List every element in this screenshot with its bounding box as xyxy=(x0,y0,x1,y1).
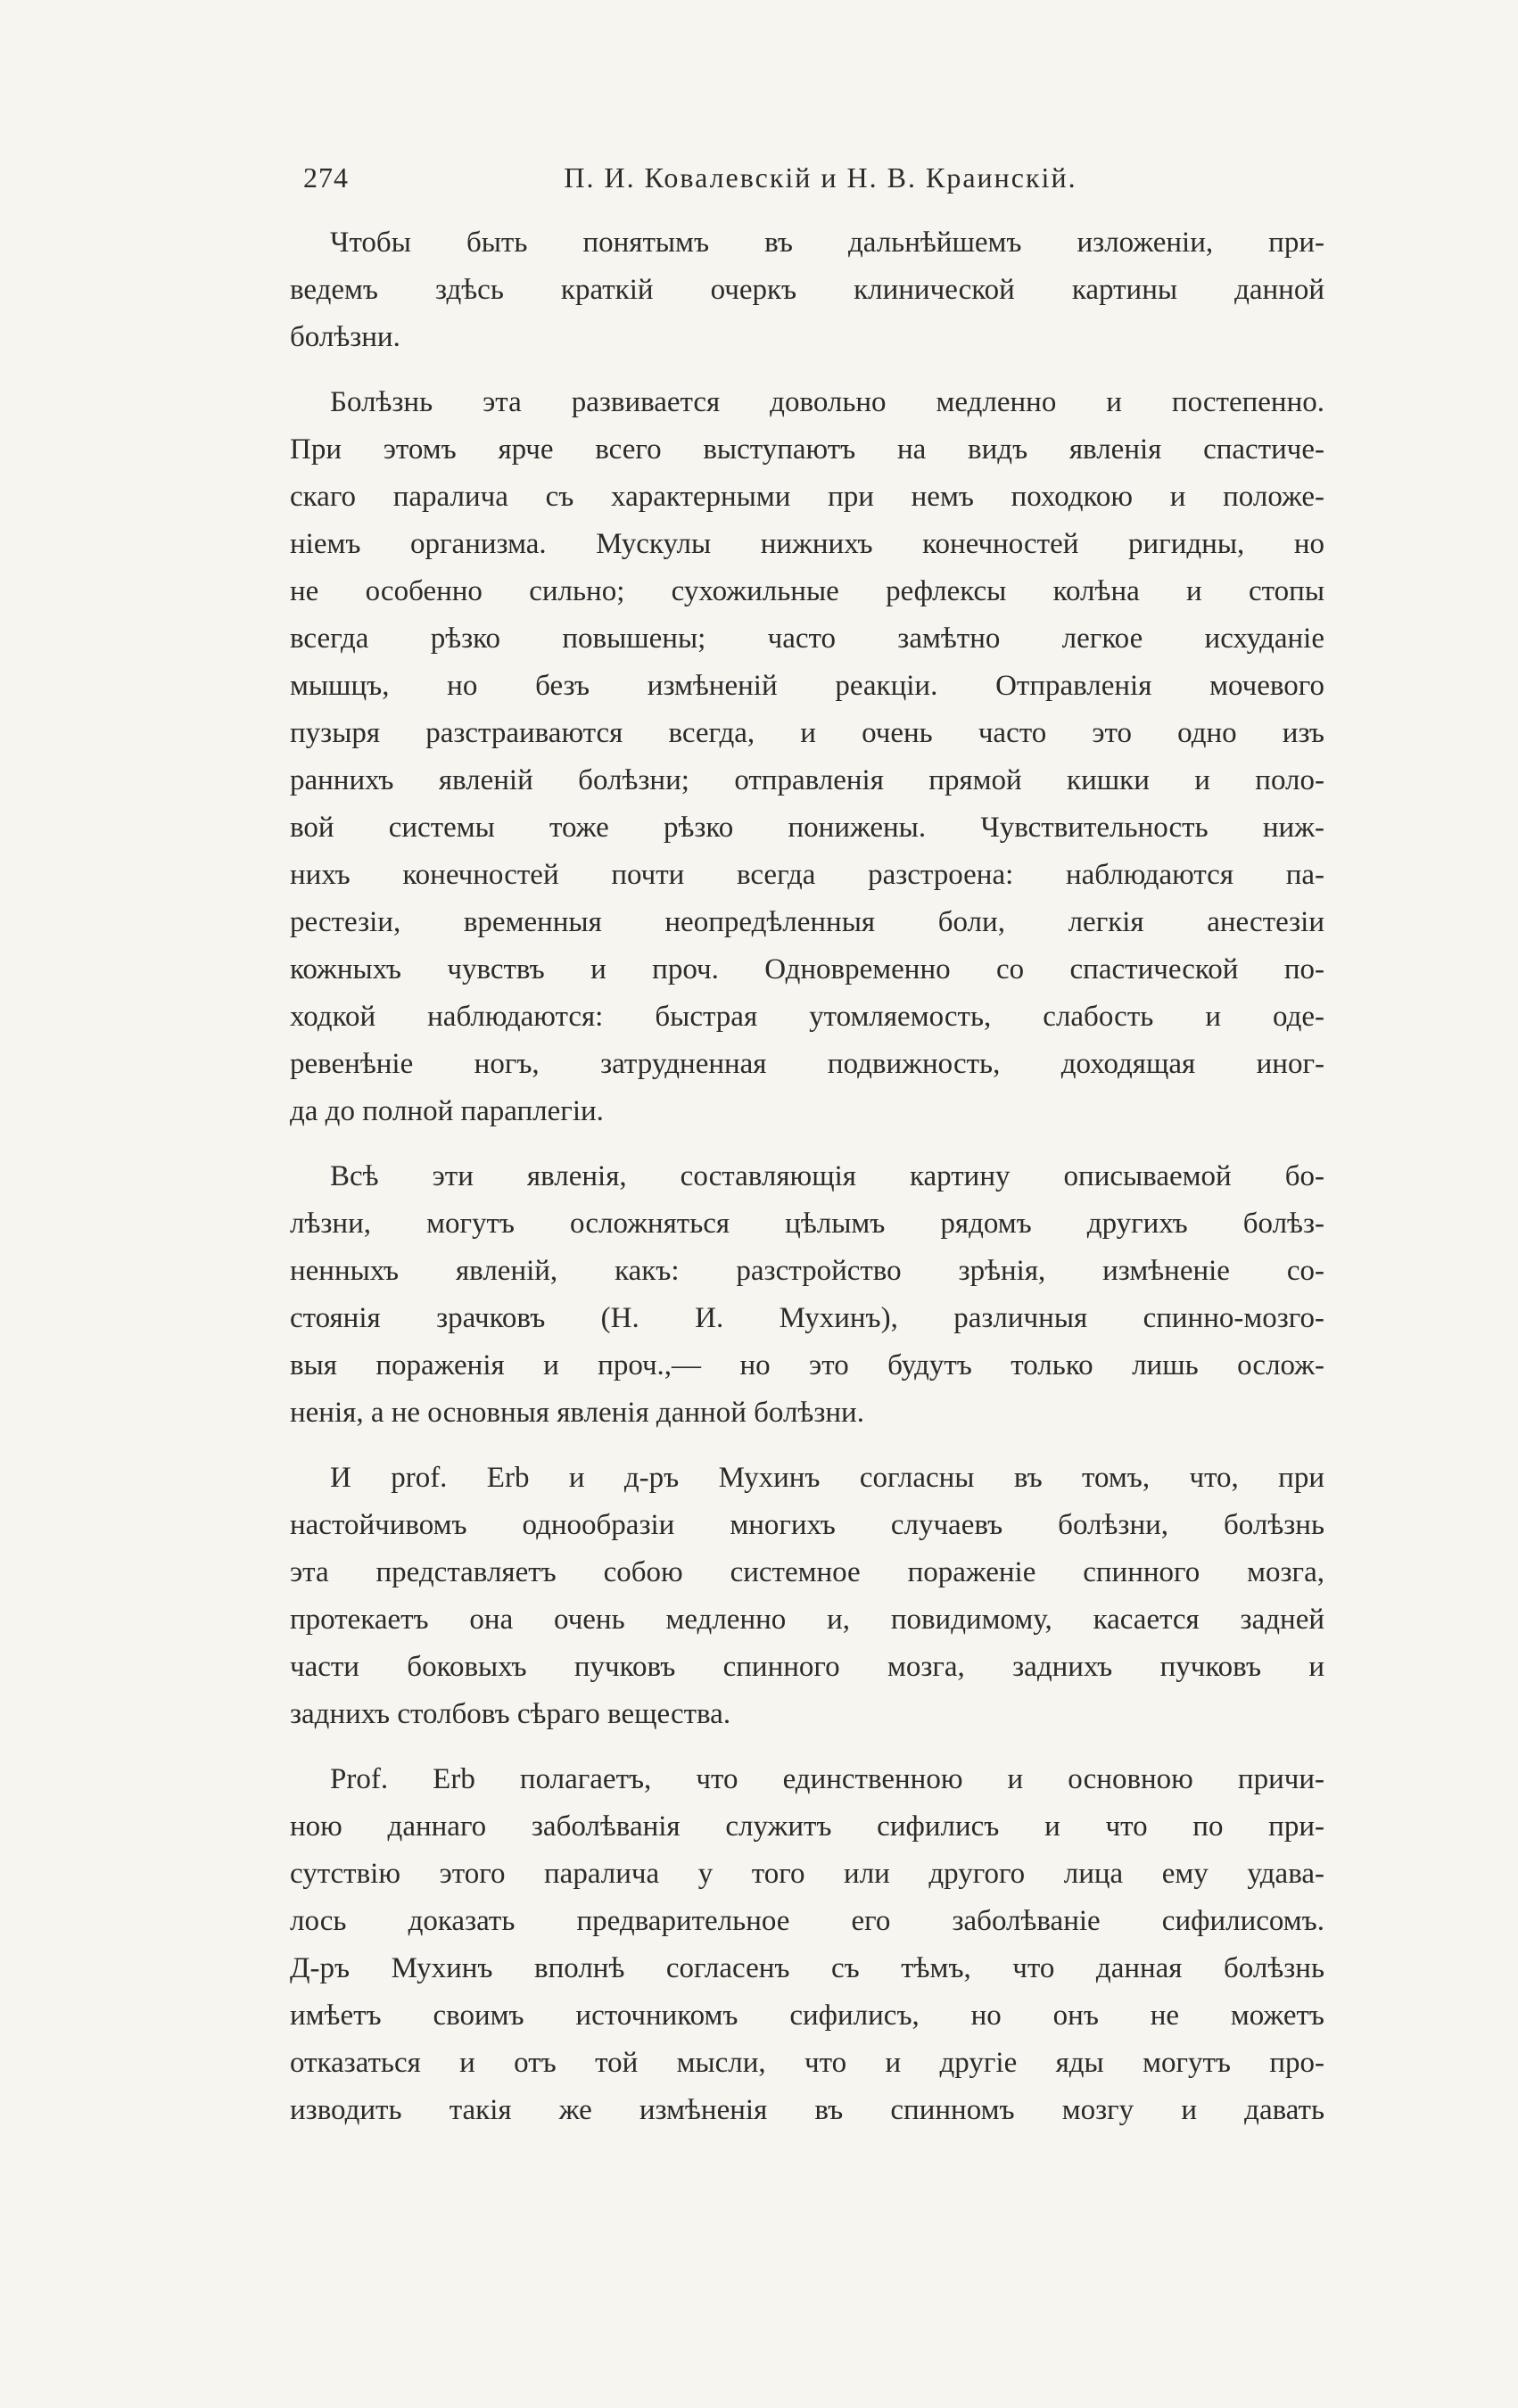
text-line: отказаться и отъ той мысли, что и другіе яды могутъ про- xyxy=(290,2047,1324,2079)
text-line: лось доказать предварительное его заболѣваніе сифилисомъ. xyxy=(290,1905,1324,1937)
text-line: пузыря разстраиваются всегда, и очень часто это одно изъ xyxy=(290,717,1324,749)
text-line: ревенѣніе ногъ, затрудненная подвижность, доходящая иног- xyxy=(290,1048,1324,1080)
text-line: мышцъ, но безъ измѣненій реакціи. Отправленія мочевого xyxy=(290,670,1324,702)
text-line: ходкой наблюдаются: быстрая утомляемость, слабость и оде- xyxy=(290,1001,1324,1033)
text-line: Чтобы быть понятымъ въ дальнѣйшемъ изложеніи, при- xyxy=(330,227,1324,259)
paragraph xyxy=(290,219,1324,361)
text-line: кожныхъ чувствъ и проч. Одновременно со спастической по- xyxy=(290,953,1324,985)
text-line: вой системы тоже рѣзко понижены. Чувствительность ниж- xyxy=(290,812,1324,844)
running-head xyxy=(303,158,1338,197)
text-line: нихъ конечностей почти всегда разстроена: наблюдаются па- xyxy=(290,859,1324,891)
text-line: сутствію этого паралича у того или другого лица ему удава- xyxy=(290,1858,1324,1890)
text-line: болѣзни. xyxy=(290,321,400,353)
text-line: стоянія зрачковъ (Н. И. Мухинъ), различныя спинно-мозго- xyxy=(290,1302,1324,1334)
text-line: ніемъ организма. Мускулы нижнихъ конечностей ригидны, но xyxy=(290,528,1324,560)
text-line: выя пораженія и проч.,— но это будутъ только лишь ослож- xyxy=(290,1349,1324,1381)
text-line: ненныхъ явленій, какъ: разстройство зрѣнія, измѣненіе со- xyxy=(290,1255,1324,1287)
body-text xyxy=(290,219,1324,2152)
paragraph xyxy=(290,1153,1324,1437)
text-line: да до полной параплегіи. xyxy=(290,1095,604,1127)
text-line: раннихъ явленій болѣзни; отправленія прямой кишки и поло- xyxy=(290,764,1324,796)
text-line: Всѣ эти явленія, составляющія картину описываемой бо- xyxy=(330,1160,1324,1192)
text-line: ведемъ здѣсь краткій очеркъ клинической картины данной xyxy=(290,274,1324,306)
text-line: эта представляетъ собою системное пораженіе спинного мозга, xyxy=(290,1556,1324,1588)
text-line: скаго паралича съ характерными при немъ походкою и положе- xyxy=(290,481,1324,513)
text-line: ненія, а не основныя явленія данной болѣзни. xyxy=(290,1397,864,1429)
page-number: 274 xyxy=(303,161,349,194)
text-line: всегда рѣзко повышены; часто замѣтно легкое исхуданіе xyxy=(290,623,1324,655)
text-line: рестезіи, временныя неопредѣленныя боли, легкія анестезіи xyxy=(290,906,1324,938)
text-line: заднихъ столбовъ сѣраго вещества. xyxy=(290,1698,731,1730)
text-line: изводить такія же измѣненія въ спинномъ мозгу и давать xyxy=(290,2094,1324,2126)
running-title: П. И. Ковалевскій и Н. В. Краинскій. xyxy=(564,161,1077,194)
text-line: Prof. Erb полагаетъ, что единственною и основною причи- xyxy=(330,1763,1324,1795)
text-line: настойчивомъ однообразіи многихъ случаевъ болѣзни, болѣзнь xyxy=(290,1509,1324,1541)
text-line: лѣзни, могутъ осложняться цѣлымъ рядомъ другихъ болѣз- xyxy=(290,1208,1324,1240)
text-line: части боковыхъ пучковъ спинного мозга, заднихъ пучковъ и xyxy=(290,1651,1324,1683)
text-line: При этомъ ярче всего выступаютъ на видъ явленія спастиче- xyxy=(290,433,1324,466)
text-line: И prof. Erb и д-ръ Мухинъ согласны въ томъ, что, при xyxy=(330,1462,1324,1494)
text-line: не особенно сильно; сухожильные рефлексы колѣна и стопы xyxy=(290,575,1324,607)
text-line: Болѣзнь эта развивается довольно медленно и постепенно. xyxy=(330,386,1324,418)
text-line: протекаетъ она очень медленно и, повидимому, касается задней xyxy=(290,1604,1324,1636)
text-line: Д-ръ Мухинъ вполнѣ согласенъ съ тѣмъ, что данная болѣзнь xyxy=(290,1952,1324,1984)
text-line: ною даннаго заболѣванія служитъ сифилисъ и что по при- xyxy=(290,1810,1324,1843)
paragraph xyxy=(290,1455,1324,1738)
paragraph xyxy=(290,379,1324,1135)
text-line: имѣетъ своимъ источникомъ сифилисъ, но онъ не можетъ xyxy=(290,2000,1324,2032)
paragraph xyxy=(290,1756,1324,2134)
